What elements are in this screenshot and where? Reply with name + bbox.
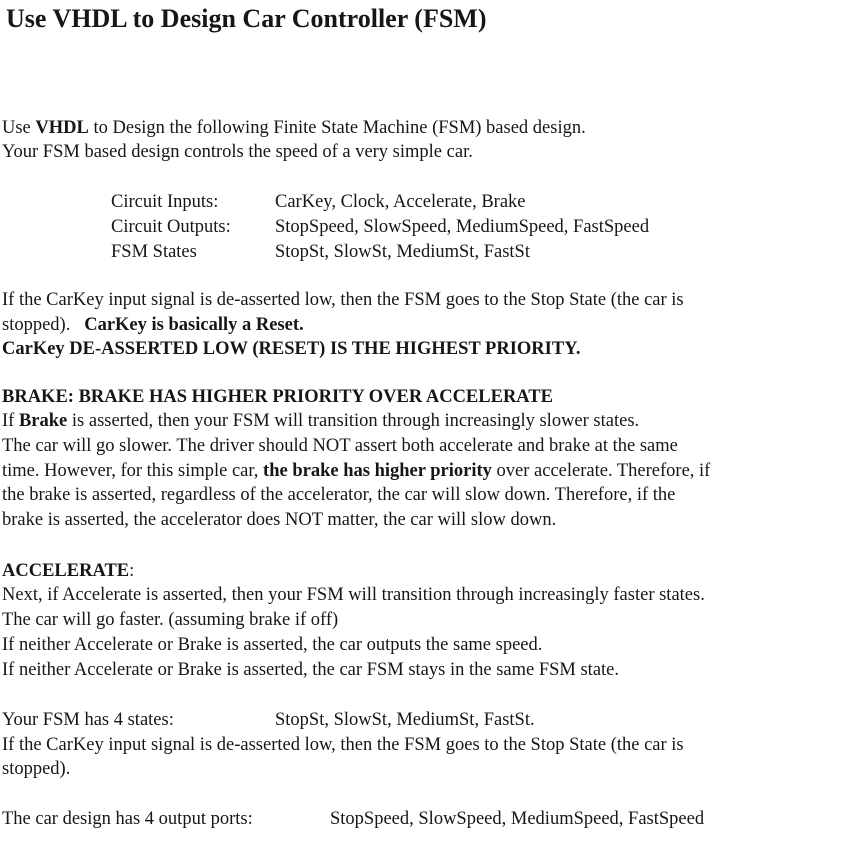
accel-heading: ACCELERATE [2, 561, 130, 581]
intro-text: Use [2, 118, 36, 138]
brake-line-3 [2, 460, 710, 482]
spec-outputs-label: Circuit Outputs: [111, 217, 231, 237]
intro-line-2: Your FSM based design controls the speed of a very simple car. [2, 142, 473, 162]
page-title: Use VHDL to Design Car Controller (FSM) [6, 4, 487, 33]
intro-bold-vhdl: VHDL [35, 118, 89, 138]
brake-line-2: The car will go slower. The driver should NOT assert both accelerate and brake at the same [2, 436, 678, 456]
intro-text: to Design the following Finite State Machine (FSM) based design. [88, 118, 586, 138]
brake-text: If [2, 411, 19, 431]
ports-label: The car design has 4 output ports: [2, 809, 253, 829]
states-value: StopSt, SlowSt, MediumSt, FastSt. [275, 710, 535, 730]
brake-line-5: brake is asserted, the accelerator does NOT matter, the car will slow down. [2, 510, 557, 530]
accel-heading-colon: : [129, 561, 135, 581]
states-line-2: If the CarKey input signal is de-asserted low, then the FSM goes to the Stop State (the car is [2, 735, 684, 755]
reset-text: stopped). [2, 315, 85, 335]
brake-heading: BRAKE: BRAKE HAS HIGHER PRIORITY OVER ACCELERATE [2, 387, 553, 407]
accel-heading-line [2, 560, 134, 582]
brake-text: time. However, for this simple car, [2, 461, 264, 481]
states-label: Your FSM has 4 states: [2, 710, 174, 730]
brake-line-1 [2, 410, 639, 432]
spec-inputs-label: Circuit Inputs: [111, 192, 219, 212]
spec-states-value: StopSt, SlowSt, MediumSt, FastSt [275, 242, 530, 262]
brake-bold-priority: the brake has higher priority [263, 461, 492, 481]
accel-line-1: Next, if Accelerate is asserted, then your FSM will transition through increasingly faster states. [2, 585, 705, 605]
accel-line-2: The car will go faster. (assuming brake if off) [2, 610, 339, 630]
intro-line-1 [2, 117, 586, 139]
reset-priority-line: CarKey DE-ASSERTED LOW (RESET) IS THE HIGHEST PRIORITY. [2, 339, 581, 359]
accel-line-3: If neither Accelerate or Brake is asserted, the car outputs the same speed. [2, 635, 543, 655]
accel-line-4: If neither Accelerate or Brake is asserted, the car FSM stays in the same FSM state. [2, 660, 620, 680]
brake-bold-word: Brake [18, 411, 68, 431]
brake-text: over accelerate. Therefore, if [491, 461, 711, 481]
reset-bold-note: CarKey is basically a Reset. [84, 315, 304, 335]
spec-outputs-value: StopSpeed, SlowSpeed, MediumSpeed, FastSpeed [275, 217, 650, 237]
spec-states-label: FSM States [111, 242, 197, 262]
brake-line-4: the brake is asserted, regardless of the accelerator, the car will slow down. Therefore, if the [2, 485, 676, 505]
states-line-3: stopped). [2, 759, 71, 779]
ports-value: StopSpeed, SlowSpeed, MediumSpeed, FastSpeed [330, 809, 705, 829]
brake-text: is asserted, then your FSM will transition through increasingly slower states. [67, 411, 640, 431]
spec-inputs-value: CarKey, Clock, Accelerate, Brake [275, 192, 526, 212]
reset-line-1: If the CarKey input signal is de-asserted low, then the FSM goes to the Stop State (the car is [2, 290, 684, 310]
reset-line-2 [2, 314, 304, 336]
